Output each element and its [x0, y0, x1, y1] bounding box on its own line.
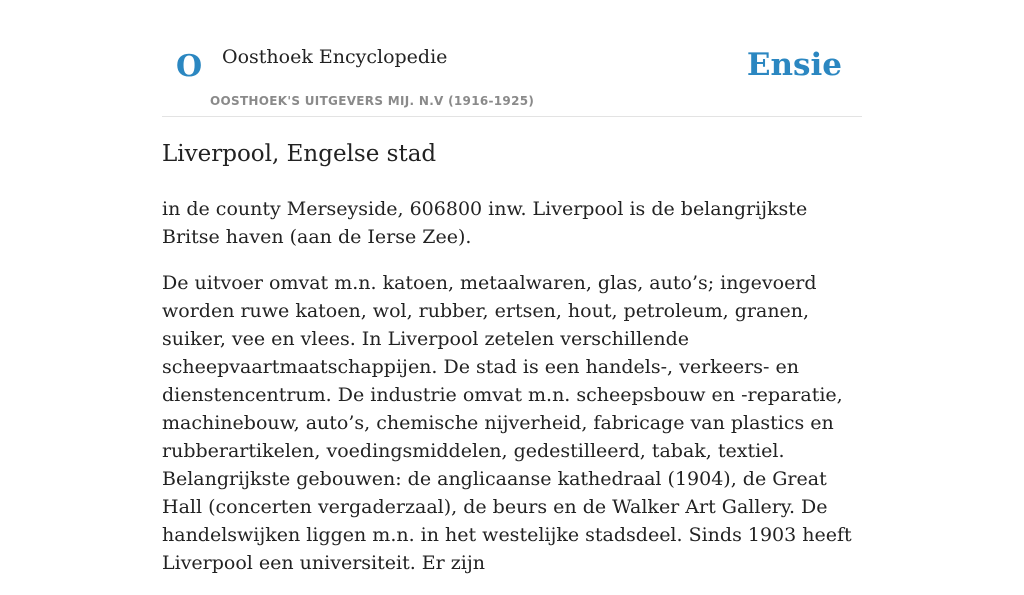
- article: [162, 140, 862, 595]
- article-title: Liverpool, Engelse stad: [162, 141, 437, 167]
- book-header: [162, 0, 862, 117]
- publisher-label: OOSTHOEK'S UITGEVERS MIJ. N.V (1916-1925): [210, 94, 535, 108]
- article-paragraph: in de county Merseyside, 606800 inw. Liverpool is de belangrijkste Britse haven (aan de Ierse Zee).: [162, 197, 808, 248]
- ensie-logo-link[interactable]: Ensie: [746, 47, 842, 83]
- book-logo-icon[interactable]: O: [176, 49, 203, 84]
- book-title-link[interactable]: Oosthoek Encyclopedie: [222, 46, 448, 68]
- article-paragraph: De uitvoer omvat m.n. katoen, metaalwaren, glas, auto’s; ingevoerd worden ruwe katoen, wol, rubber, ertsen, hout, petroleum, granen, suiker, vee en vlees. In Liverpool zetelen verschillende scheepvaartmaatschappijen. De stad is een handels-, verkeers- en dienstencentrum. De industrie omvat m.n. scheepsbouw en -reparatie, machinebouw, auto’s, chemische nijverheid, fabricage van plastics en rubberartikelen, voedingsmiddelen, gedestilleerd, tabak, textiel. Belangrijkste gebouwen: de anglicaanse kathedraal (1904), de Great Hall (concerten vergaderzaal), de beurs en de Walker Art Gallery. De handelswijken liggen m.n. in het westelijke stadsdeel. Sinds 1903 heeft Liverpool een universiteit. Er zijn: [162, 271, 852, 574]
